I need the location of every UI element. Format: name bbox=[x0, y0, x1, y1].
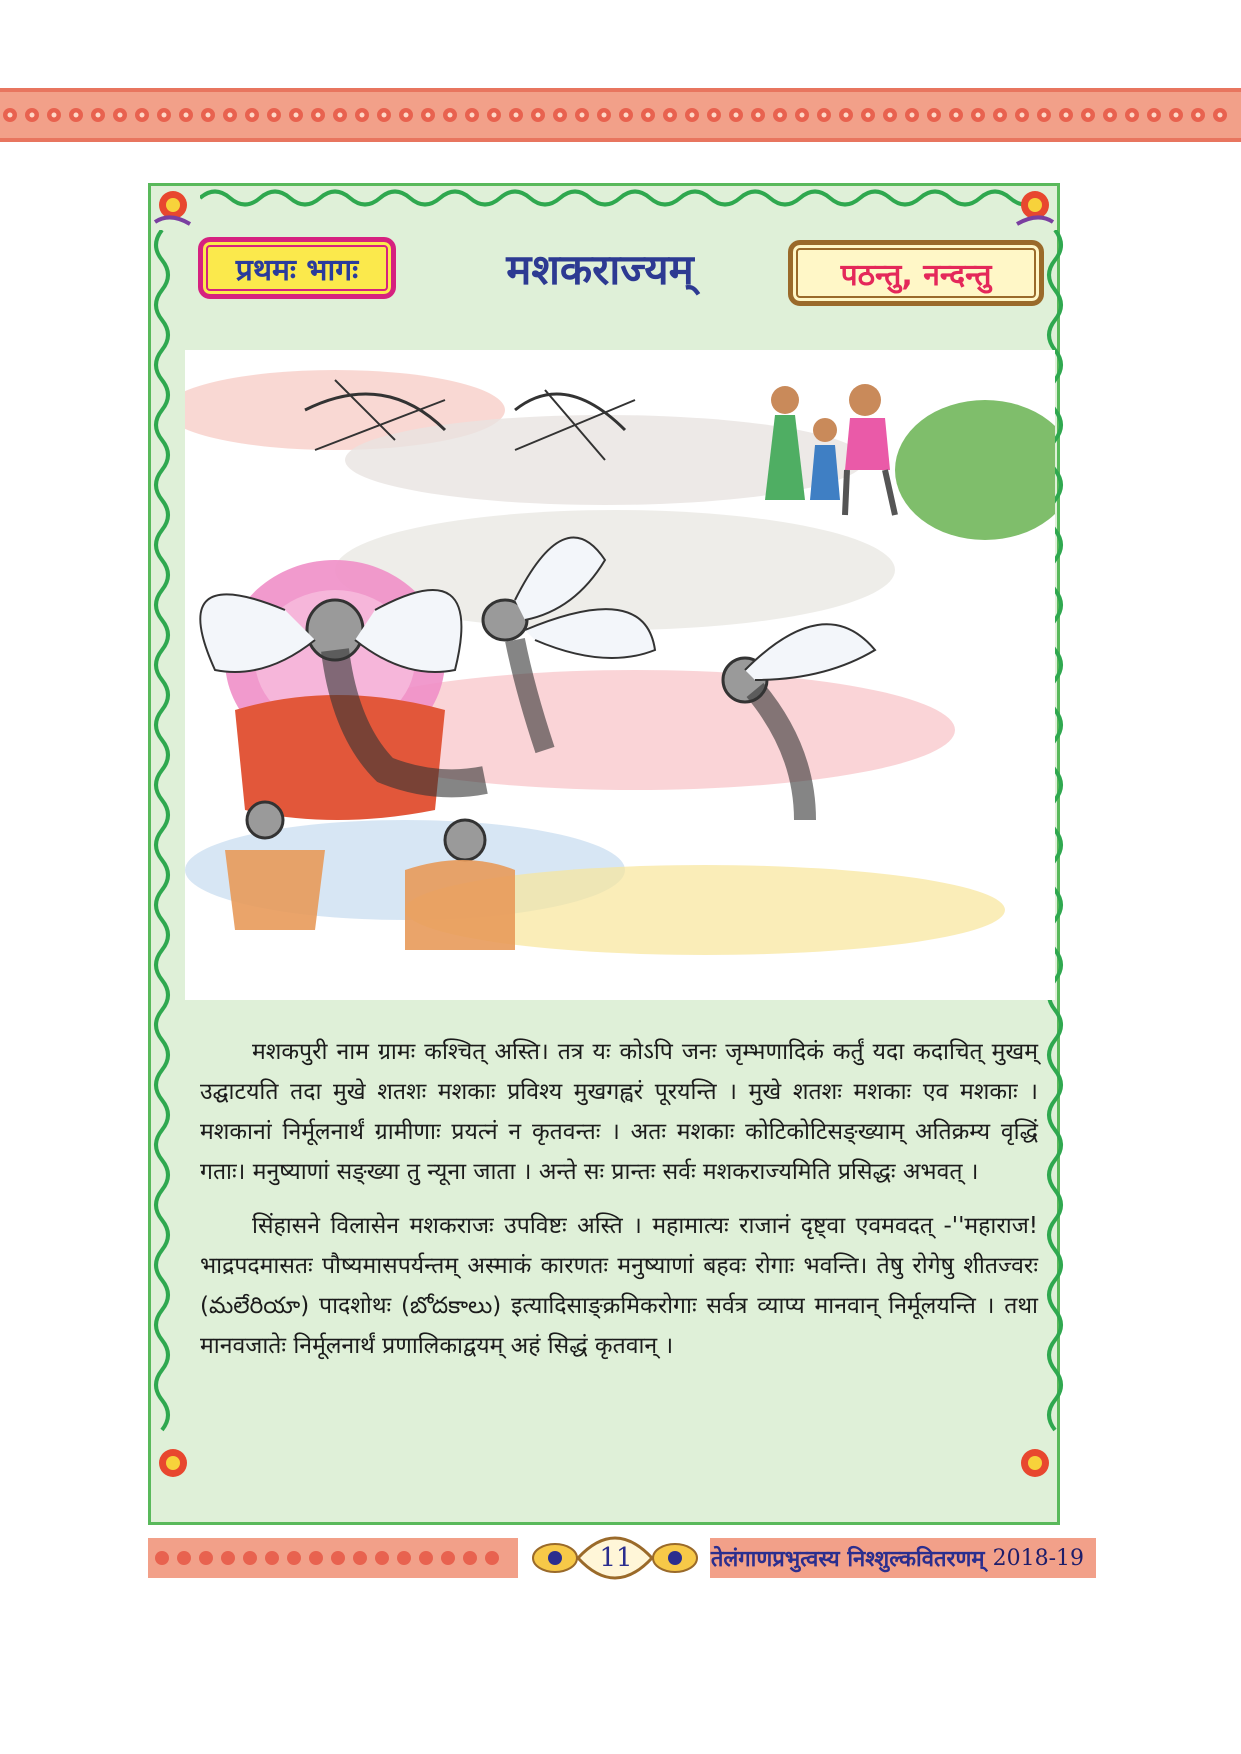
tagline-text: पठन्तु, नन्दन्तु bbox=[840, 257, 992, 293]
footer-year: 2018-19 bbox=[992, 1545, 1084, 1571]
top-decorative-band bbox=[0, 88, 1241, 142]
page-number: 11 bbox=[599, 1543, 633, 1573]
paragraph-1: मशकपुरी नाम ग्रामः कश्चित् अस्ति। तत्र यः कोऽपि जनः जृम्भणादिकं कर्तुं यदा कदाचित् मुखम् उद्घाटयति तदा मुखे शतशः मशकाः प्रविश्य मुखगह्वरं पूरयन्ति । मुखे शतशः मशकाः एव मशकाः । मशकानां निर्मूलनार्थं ग्रामीणाः प्रयत्नं न कृतवन्तः । अतः मशकाः कोटिकोटिसङ्ख्याम् अतिक्रम्य वृद्धिं गताः। मनुष्याणां सङ्ख्या तु न्यूना जाता । अन्ते सः प्रान्तः सर्वः मशकराज्यमिति प्रसिद्धः अभवत् । bbox=[200, 1039, 1038, 1185]
flower-corner-icon bbox=[1012, 182, 1058, 228]
distribution-text: तेलंगाणप्रभुत्वस्य निश्शुल्कवितरणम् bbox=[710, 1547, 985, 1572]
mosquito-kingdom-illustration bbox=[185, 350, 1055, 1000]
tagline-badge bbox=[788, 240, 1044, 306]
flower-corner-icon bbox=[150, 1440, 196, 1486]
flower-corner-icon bbox=[150, 182, 196, 228]
part-label-text: प्रथमः भागः bbox=[235, 252, 359, 288]
footer-decorative-band bbox=[148, 1538, 518, 1578]
page-title: मशकराज्यम् bbox=[506, 245, 694, 294]
flower-corner-icon bbox=[1012, 1440, 1058, 1486]
paragraph-2: सिंहासने विलासेन मशकराजः उपविष्टः अस्ति । महामात्यः राजानं दृष्ट्वा एवमवदत् -''महाराज! भाद्रपदमासतः पौष्यमासपर्यन्तम् अस्माकं कारणतः मनुष्याणां बहवः रोगाः भवन्ति। तेषु रोगेषु शीतज्वरः (మలేరియా) पादशोथः (బోదకాలు) इत्यादिसाङ्क्रमिकरोगाः सर्वत्र व्याप्य मानवान् निर्मूलयन्ति । तथा मानवजातेः निर्मूलनार्थं प्रणालिकाद्वयम् अहं सिद्धं कृतवान् । bbox=[200, 1213, 1038, 1359]
footer-distribution-banner bbox=[710, 1538, 1096, 1578]
story-text bbox=[200, 1032, 1038, 1380]
part-label-badge bbox=[198, 237, 396, 299]
